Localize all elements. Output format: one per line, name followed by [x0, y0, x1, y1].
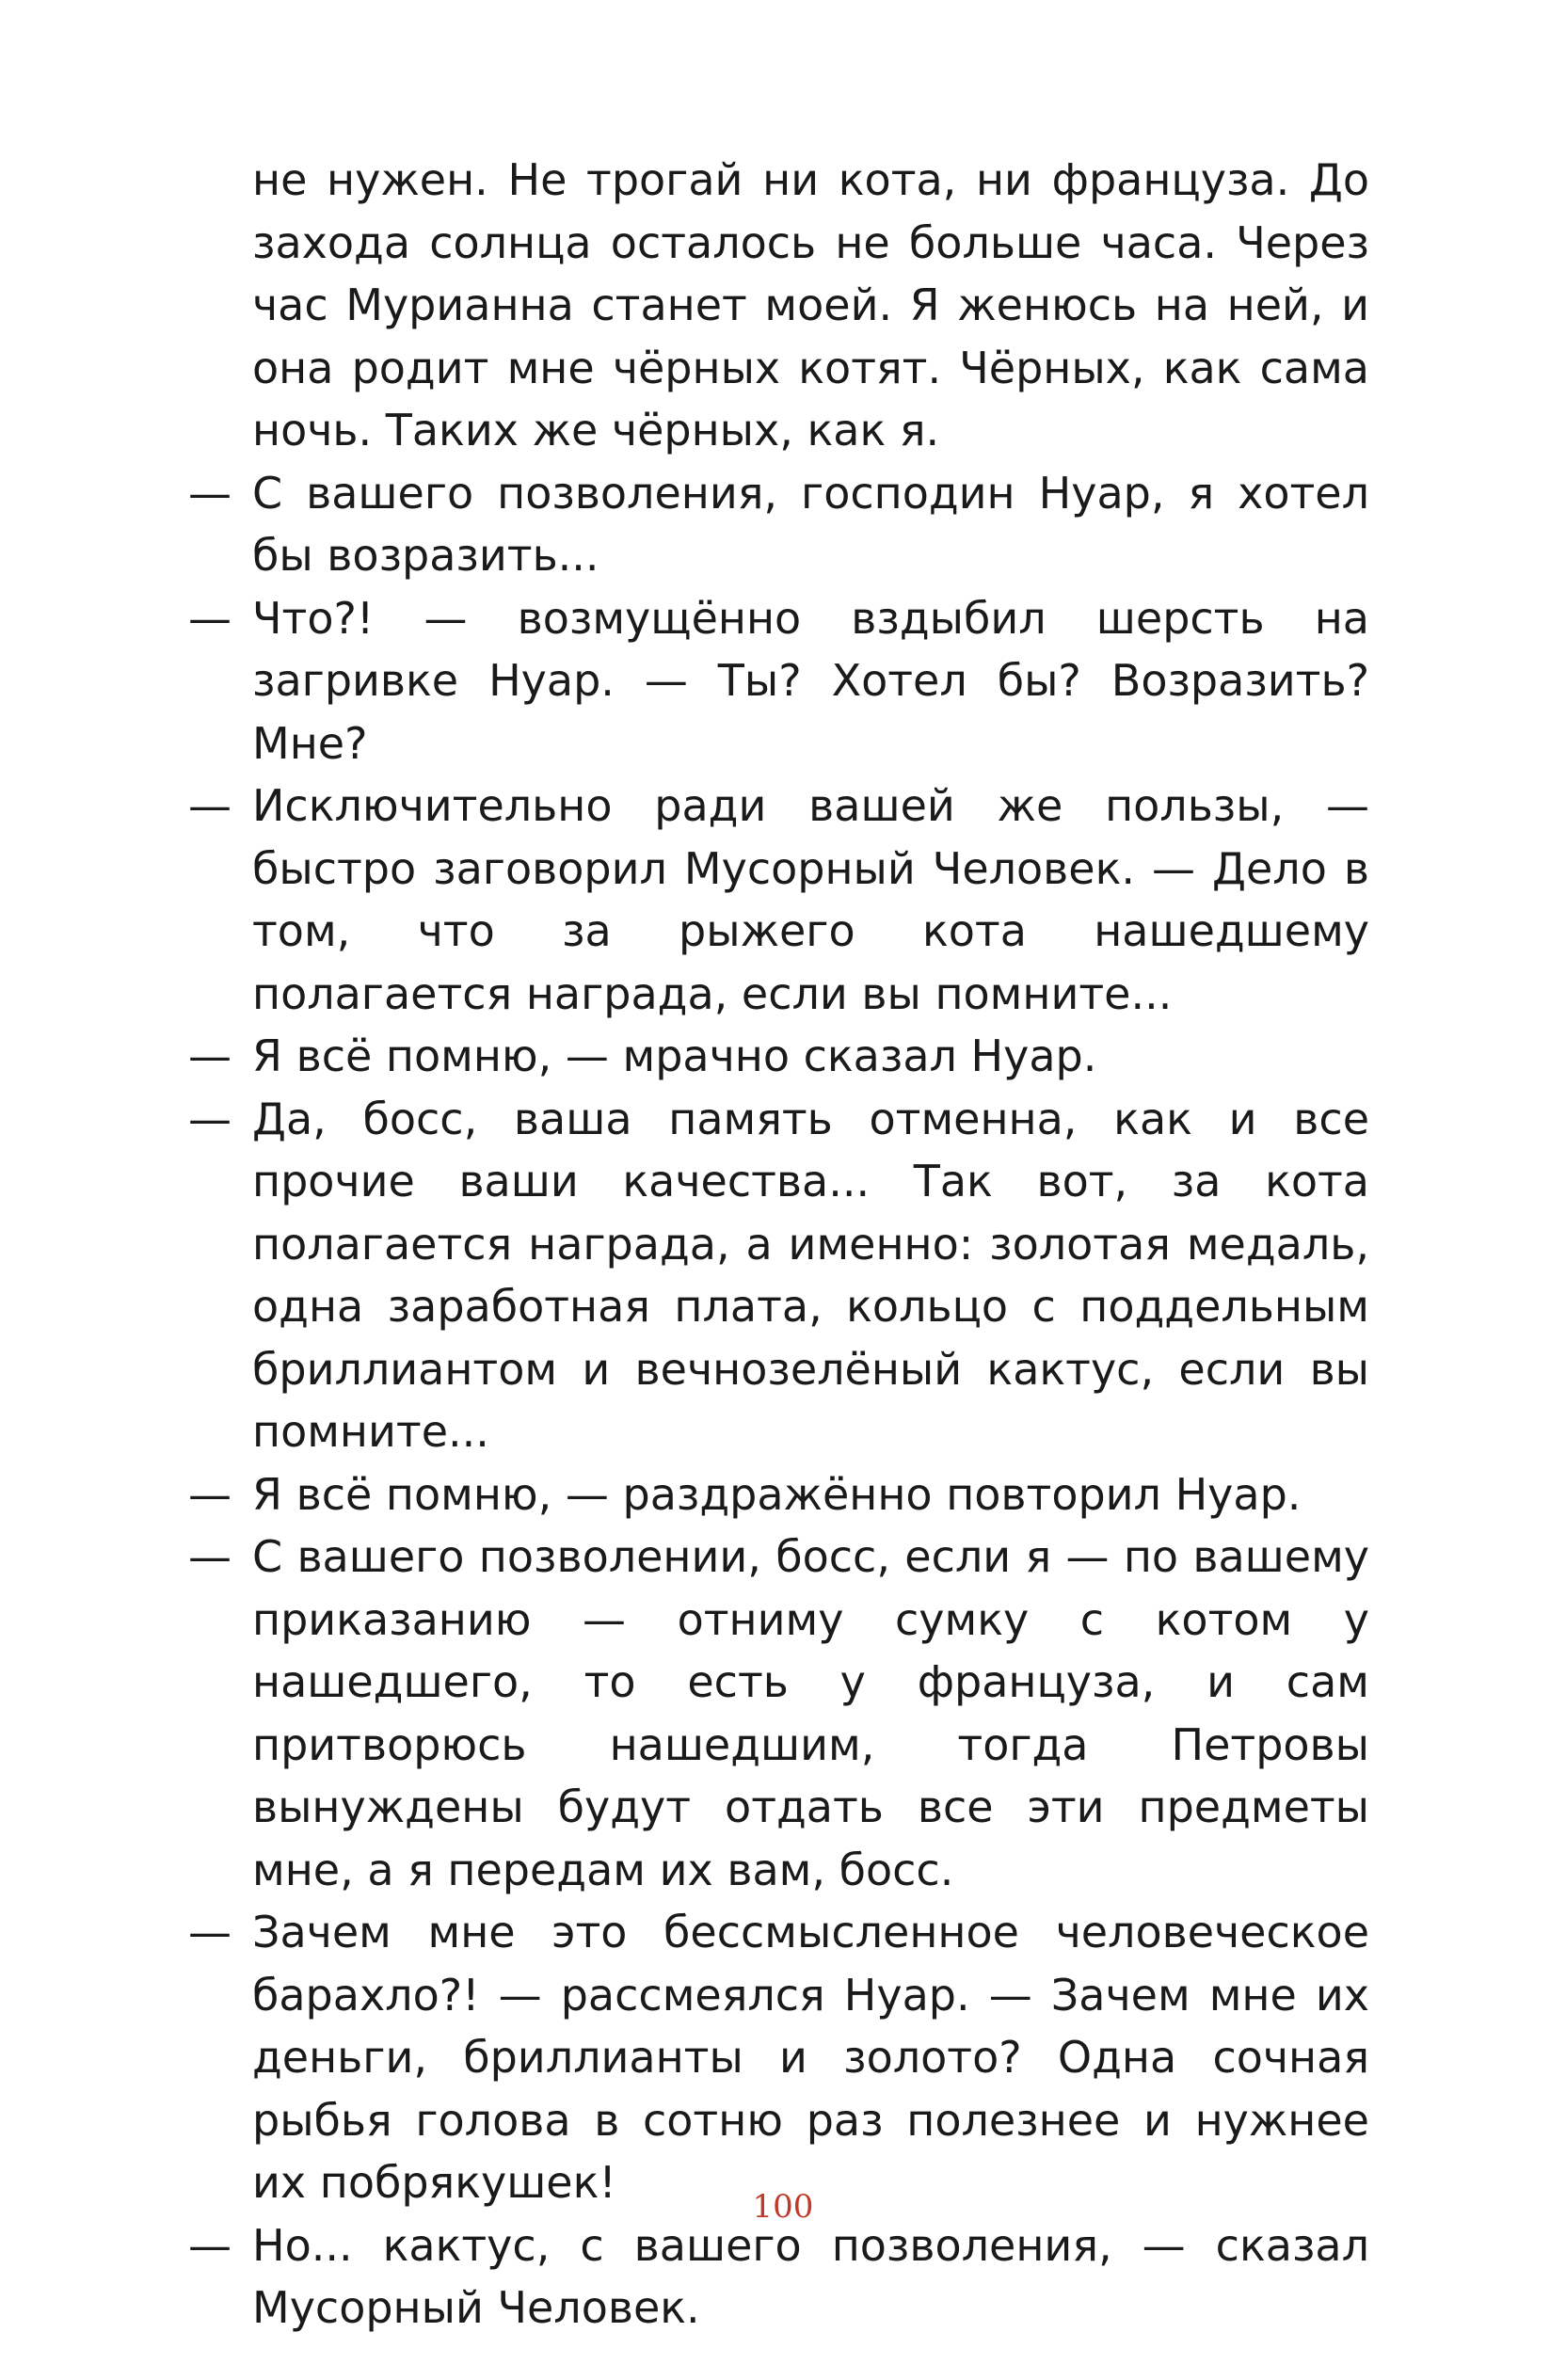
- paragraph-text: Да, босс, ваша память отменна, как и все прочие ваши качества... Так вот, за кота полагается награда, а именно: золотая медаль, одна заработная плата, кольцо с поддельным бриллиантом и вечнозелёный кактус, если вы помните...: [252, 1093, 1369, 1457]
- paragraph-continuation: [188, 149, 1369, 462]
- dialogue-dash: —: [188, 1468, 232, 1520]
- page-body: [188, 149, 1369, 2340]
- dialogue-paragraph: [188, 587, 1369, 775]
- paragraph-text: Зачем мне это бессмысленное человеческое барахло?! — рассмеялся Нуар. — Зачем мне их деньги, бриллианты и золото? Одна сочная рыбья голова в сотню раз полезнее и нужнее их побрякушек!: [252, 1907, 1369, 2208]
- paragraph-text: не нужен. Не трогай ни кота, ни француза. До захода солнца осталось не больше часа. Через час Мурианна станет моей. Я женюсь на ней, и она родит мне чёрных котят. Чёрных, как сама ночь. Таких же чёрных, как я.: [252, 154, 1369, 455]
- dialogue-dash: —: [188, 1093, 232, 1144]
- paragraph-text: С вашего позволения, господин Нуар, я хотел бы возразить...: [252, 467, 1369, 581]
- dialogue-dash: —: [188, 1030, 232, 1081]
- dialogue-paragraph: [188, 1463, 1369, 1526]
- dialogue-dash: —: [188, 780, 232, 831]
- page-number: 100: [752, 2188, 814, 2226]
- dialogue-dash: —: [188, 2219, 232, 2271]
- paragraph-text: Я всё помню, — раздражённо повторил Нуар.: [252, 1468, 1302, 1520]
- dialogue-paragraph: [188, 462, 1369, 587]
- paragraph-text: Исключительно ради вашей же пользы, — быстро заговорил Мусорный Человек. — Дело в том, что за рыжего кота нашедшему полагается награда, если вы помните...: [252, 780, 1369, 1019]
- paragraph-text: С вашего позволении, босс, если я — по вашему приказанию — отниму сумку с котом у нашедшего, то есть у француза, и сам притворюсь нашедшим, тогда Петровы вынуждены будут отдать все эти предметы мне, а я передам их вам, босс.: [252, 1531, 1369, 1895]
- paragraph-text: Что?! — возмущённо вздыбил шерсть на загривке Нуар. — Ты? Хотел бы? Возразить? Мне?: [252, 592, 1369, 769]
- dialogue-paragraph: [188, 1025, 1369, 1088]
- dialogue-dash: —: [188, 592, 232, 644]
- dialogue-dash: —: [188, 1531, 232, 1582]
- dialogue-paragraph: [188, 2214, 1369, 2340]
- dialogue-paragraph: [188, 775, 1369, 1025]
- dialogue-paragraph: [188, 1525, 1369, 1901]
- paragraph-text: Но... кактус, с вашего позволения, — сказал Мусорный Человек.: [252, 2219, 1369, 2333]
- dialogue-paragraph: [188, 1088, 1369, 1463]
- dialogue-paragraph: [188, 1901, 1369, 2214]
- dialogue-dash: —: [188, 1907, 232, 1957]
- paragraph-text: Я всё помню, — мрачно сказал Нуар.: [252, 1030, 1097, 1081]
- dialogue-dash: —: [188, 467, 232, 519]
